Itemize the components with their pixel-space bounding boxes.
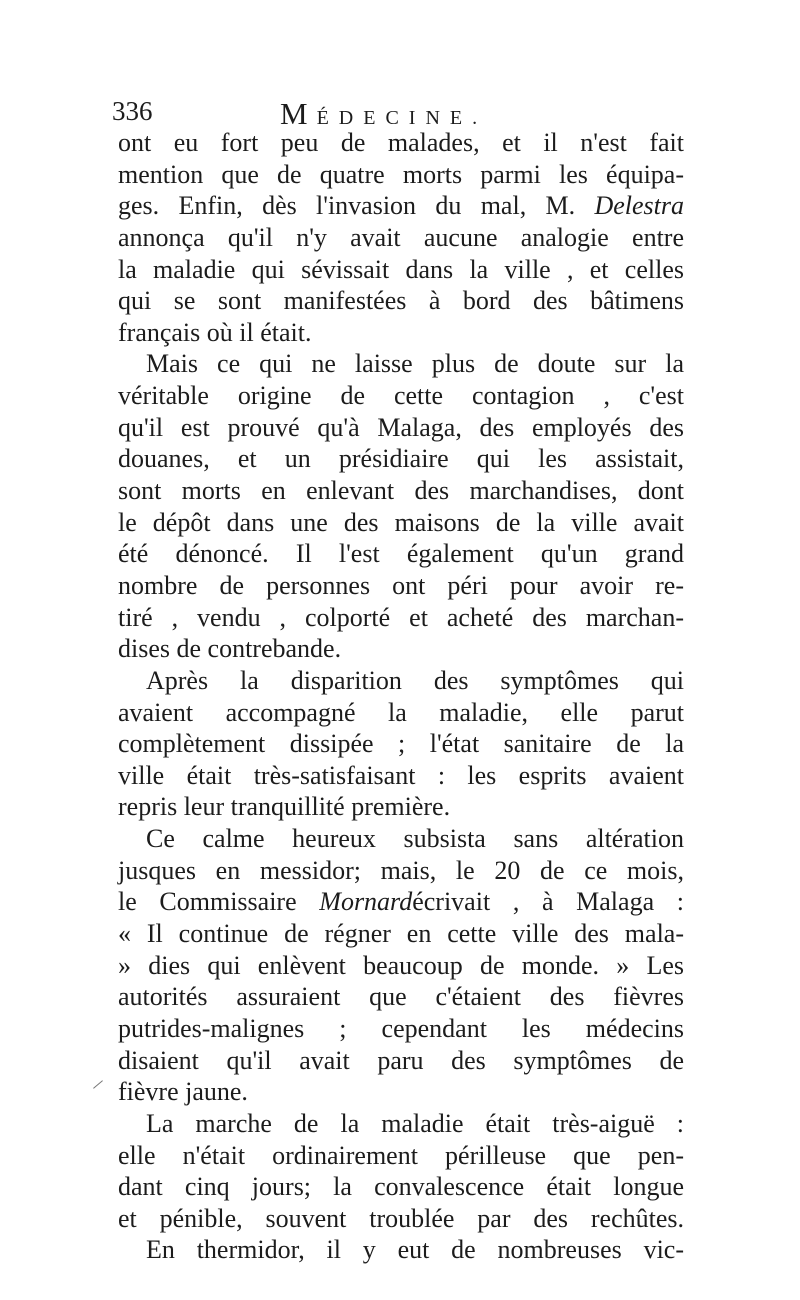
- text-line: français où il était.: [118, 317, 312, 347]
- page-number: 336: [112, 96, 153, 126]
- text-line: le dépôt dans une des maisons de la ville avait: [118, 507, 684, 537]
- text-line: « Il continue de régner en cette ville des mala-: [118, 919, 684, 949]
- text-line: tiré , vendu , colporté et acheté des marchan-: [118, 602, 684, 632]
- text-line: complètement dissipée ; l'état sanitaire de la: [118, 729, 684, 759]
- text-line: putrides-malignes ; cependant les médecins: [118, 1013, 684, 1043]
- margin-ink-mark: [93, 1080, 103, 1088]
- person-name-mornard: Mornard: [319, 887, 413, 917]
- text-line: fièvre jaune.: [118, 1077, 248, 1107]
- text-line: » dies qui enlèvent beaucoup de monde. » Les: [118, 950, 684, 980]
- text-line: ville était très-satisfaisant : les esprits avaient: [118, 760, 684, 790]
- text-line: [118, 886, 684, 918]
- text-line: elle n'était ordinairement périlleuse que pen-: [118, 1140, 684, 1170]
- text-line: Ce calme heureux subsista sans altération: [146, 824, 684, 854]
- text-line: été dénoncé. Il l'est également qu'un grand: [118, 539, 684, 569]
- text-line: repris leur tranquillité première.: [118, 792, 451, 822]
- text-line: avaient accompagné la maladie, elle parut: [118, 697, 684, 727]
- text-line: qu'il est prouvé qu'à Malaga, des employés des: [118, 412, 684, 442]
- text-line: La marche de la maladie était très-aiguë :: [146, 1108, 684, 1138]
- text-line: [118, 190, 684, 222]
- text-line: mention que de quatre morts parmi les équipa-: [118, 159, 684, 189]
- text-line: et pénible, souvent troublée par des rechûtes.: [118, 1203, 684, 1233]
- text-line: ont eu fort peu de malades, et il n'est fait: [118, 128, 684, 157]
- text-line: véritable origine de cette contagion , c'est: [118, 381, 684, 411]
- text-line: annonça qu'il n'y avait aucune analogie entre: [118, 222, 684, 252]
- text-line: sont morts en enlevant des marchandises, dont: [118, 476, 684, 506]
- running-title-initial: M: [280, 96, 317, 131]
- person-name-delestra: Delestra: [594, 191, 685, 221]
- text-line: autorités assuraient que c'étaient des fièvres: [118, 982, 684, 1012]
- text-line-segment: écrivait , à Malaga :: [412, 887, 684, 917]
- text-line: Après la disparition des symptômes qui: [146, 665, 684, 695]
- text-line-segment: ges. Enfin, dès l'invasion du mal, M.: [118, 191, 576, 221]
- body-text: [118, 127, 684, 1266]
- text-line: la maladie qui sévissait dans la ville , et celles: [118, 254, 684, 284]
- text-line: dises de contrebande.: [118, 634, 342, 664]
- text-line: disaient qu'il avait paru des symptômes de: [118, 1045, 684, 1075]
- text-line: Mais ce qui ne laisse plus de doute sur la: [146, 349, 684, 379]
- text-line: qui se sont manifestées à bord des bâtimens: [118, 286, 684, 316]
- text-line: En thermidor, il y eut de nombreuses vic-: [146, 1235, 684, 1265]
- text-line: nombre de personnes ont péri pour avoir re-: [118, 570, 684, 600]
- text-line-segment: le Commissaire: [118, 887, 297, 917]
- running-title-rest: ÉDECINE.: [316, 107, 488, 129]
- text-line: jusques en messidor; mais, le 20 de ce mois,: [118, 855, 684, 885]
- text-line: dant cinq jours; la convalescence était longue: [118, 1172, 684, 1202]
- text-line: douanes, et un présidiaire qui les assistait,: [118, 444, 684, 474]
